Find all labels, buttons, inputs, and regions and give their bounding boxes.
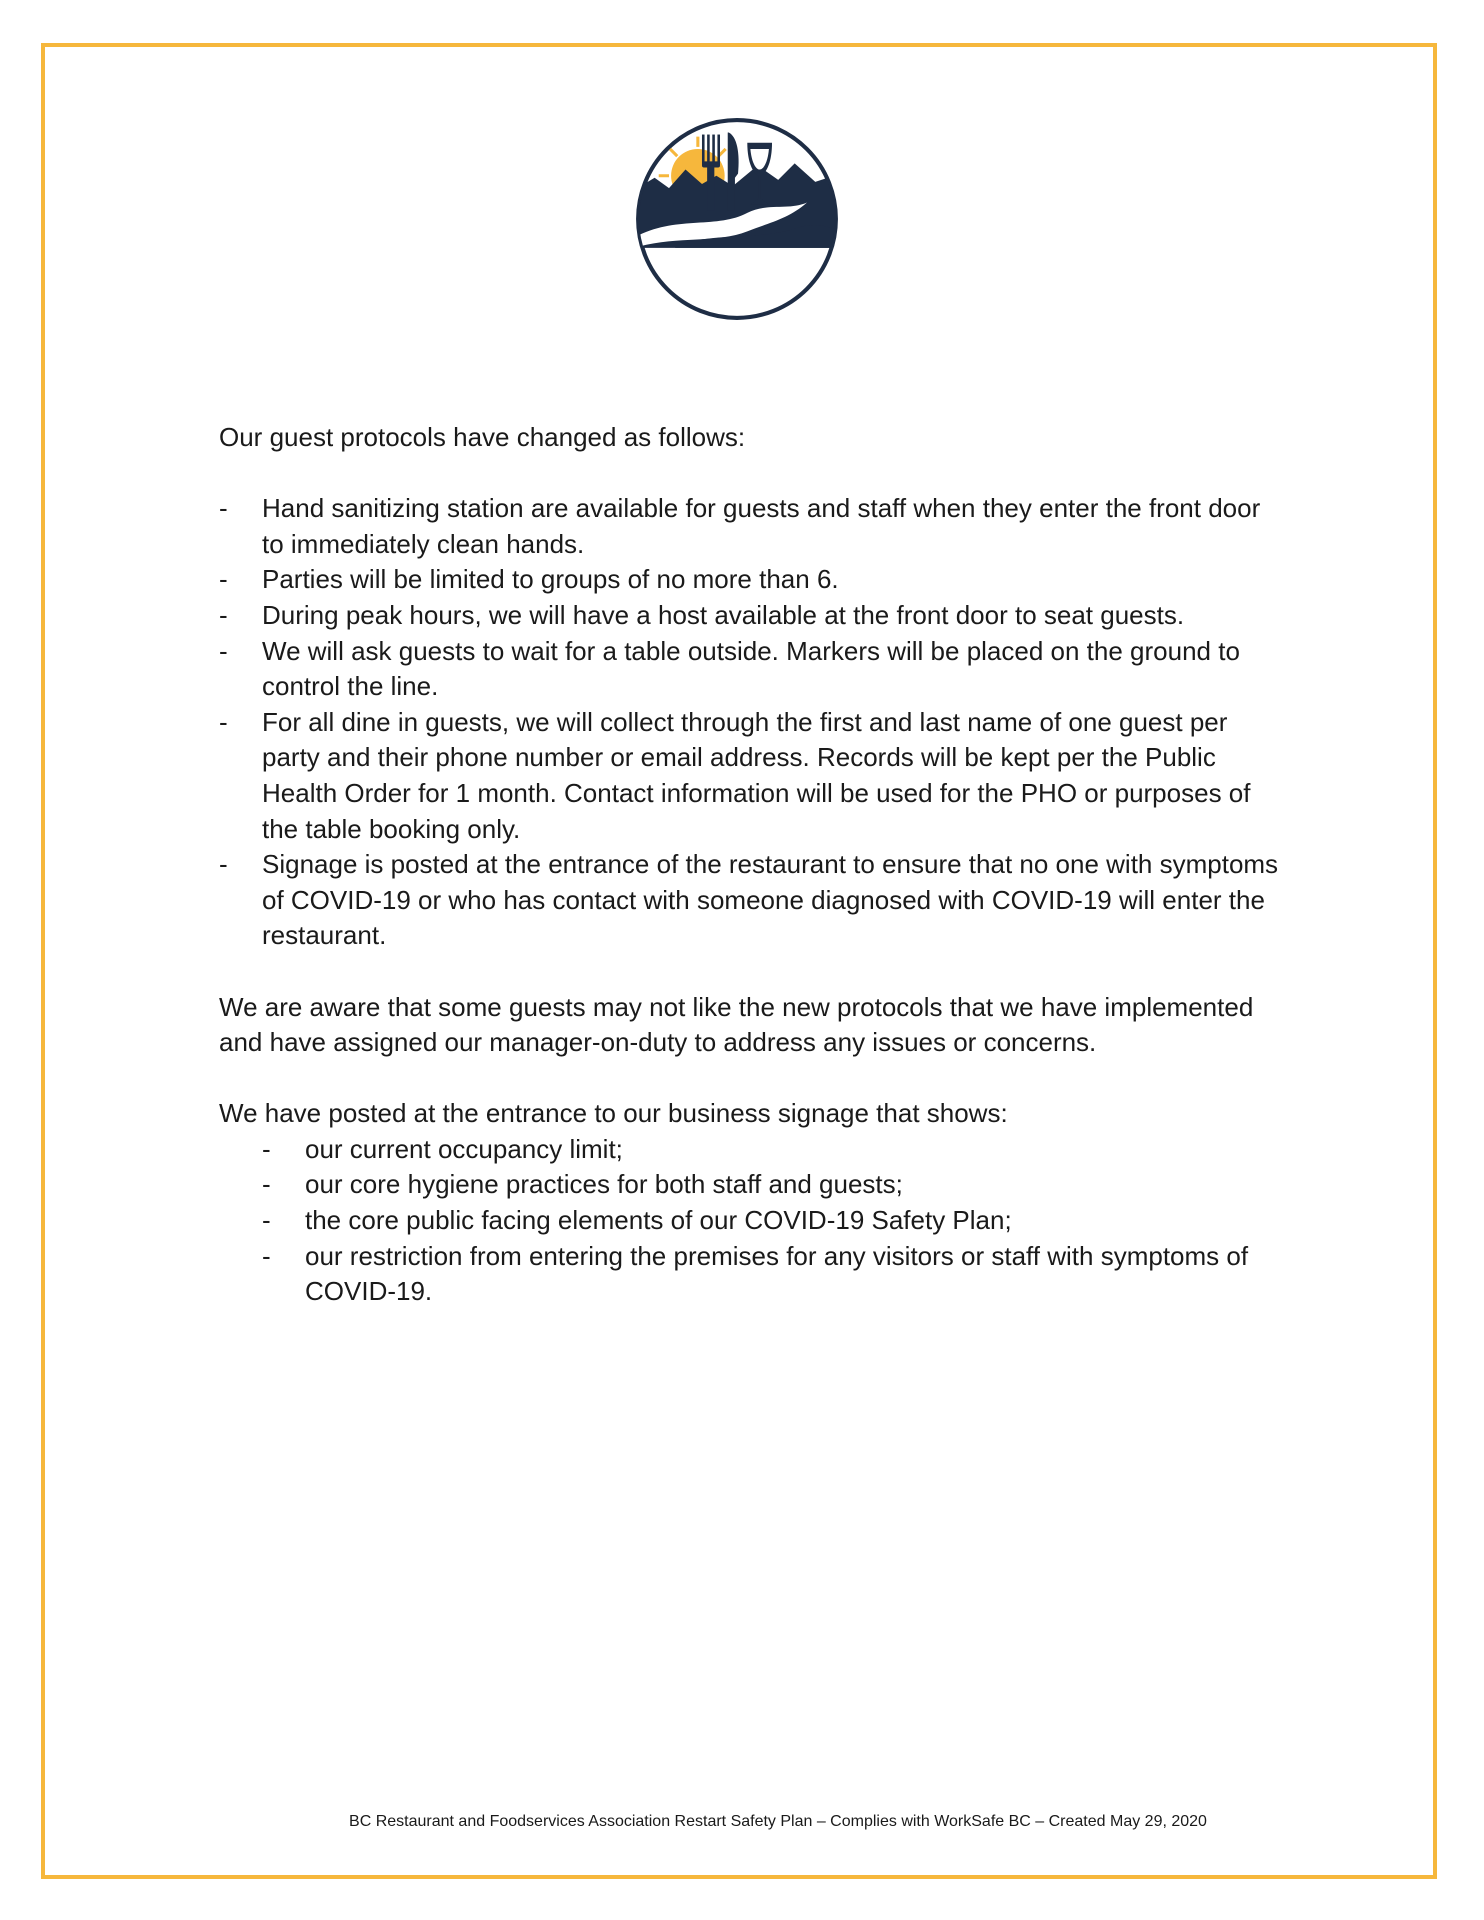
bullet-dash: - [219,599,228,630]
signage-text: our current occupancy limit; [305,1133,623,1164]
list-item [219,705,1279,847]
signage-list [219,1132,1279,1310]
bullet-dash: - [219,635,228,666]
guest-protocol-list [219,491,1279,954]
list-item [219,562,1279,598]
bullet-dash: - [262,1169,271,1200]
list-item [219,491,1279,562]
list-item [262,1167,1279,1203]
list-item [219,634,1279,705]
protocol-text: Hand sanitizing station are available for guests and staff when they enter the front door to immediately clean hands. [262,493,1261,559]
list-item [219,598,1279,634]
list-item [262,1132,1279,1168]
page-footer: BC Restaurant and Foodservices Association Restart Safety Plan – Complies with WorkSafe BC – Created May 29, 2020 [349,1813,1207,1830]
bullet-dash: - [219,493,228,524]
main-content [219,420,1279,1310]
bullet-dash: - [219,564,228,595]
signage-text: our restriction from entering the premises for any visitors or staff with symptoms of COVID-19. [305,1240,1249,1307]
awareness-text: We are aware that some guests may not like the new protocols that we have implemented and have assigned our manager-on-duty to address any issues or concerns. [219,991,1254,1058]
protocol-text: Signage is posted at the entrance of the restaurant to ensure that no one with symptoms of COVID-19 or who has contact with someone diagnosed with COVID-19 will enter the restaurant. [262,849,1279,951]
signage-text: the core public facing elements of our COVID-19 Safety Plan; [305,1205,1012,1236]
list-item [262,1203,1279,1239]
bullet-dash: - [219,849,228,880]
bullet-dash: - [262,1205,271,1236]
protocol-text: For all dine in guests, we will collect through the first and last name of one guest per party and their phone number or email address. Records will be kept per the Public Health Order for 1 month. Contact information will be used for the PHO or purposes of the table booking only. [262,706,1251,844]
signage-intro-text: We have posted at the entrance to our business signage that shows: [219,1098,1008,1129]
protocol-text: During peak hours, we will have a host available at the front door to seat guests. [262,599,1185,630]
intro-text: Our guest protocols have changed as follows: [219,422,746,452]
protocol-text: Parties will be limited to groups of no more than 6. [262,564,839,595]
protocol-text: We will ask guests to wait for a table outside. Markers will be placed on the ground to control the line. [262,635,1240,702]
list-item [219,847,1279,954]
bullet-dash: - [262,1240,271,1271]
bullet-dash: - [219,706,228,737]
restaurant-logo-icon [634,116,840,322]
list-item [262,1239,1279,1310]
bullet-dash: - [262,1133,271,1164]
signage-text: our core hygiene practices for both staff and guests; [305,1169,903,1200]
